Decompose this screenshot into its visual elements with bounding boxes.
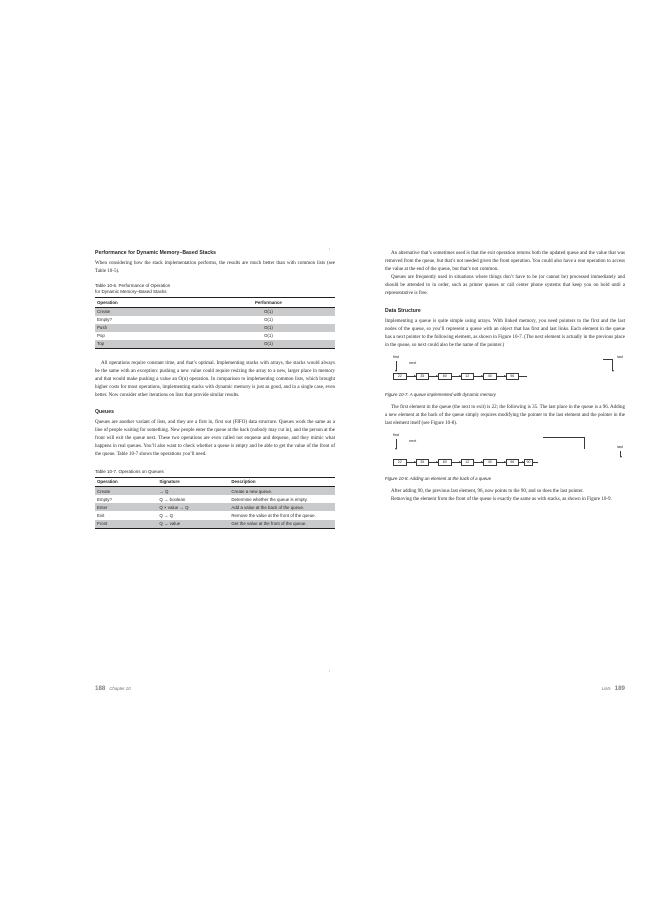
figure-label-first: first [393, 354, 400, 359]
table-queue-operations [95, 477, 335, 529]
table-caption-10-7 [95, 469, 335, 475]
pointer-arrowhead-last [612, 370, 614, 372]
next-pointer-arrow [474, 459, 483, 466]
next-pointer-arrow [429, 373, 438, 380]
right-page [385, 250, 625, 692]
node: 40 [483, 373, 497, 380]
figure-label-next: next [409, 438, 417, 443]
figure-10-7 [385, 355, 625, 389]
node: 96 [506, 459, 520, 466]
page-number-right: 189 [614, 685, 625, 692]
cell-operation: Pop [95, 332, 202, 340]
table-row [95, 511, 335, 519]
table-row [95, 324, 335, 332]
figure-label-last: last [617, 444, 623, 449]
figure-id: Figure 10-8. [385, 475, 409, 481]
table-caption-line2: for Dynamic Memory–Based Stacks [95, 289, 167, 295]
column-header-description: Description [229, 477, 335, 486]
cell-operation: Exit [95, 511, 157, 519]
cell-signature: → Q [157, 487, 229, 496]
next-pointer-arrow [474, 373, 483, 380]
table-row [95, 307, 335, 316]
node: 35 [416, 373, 430, 380]
figure-10-8 [385, 433, 625, 473]
section-heading-data-structure: Data Structure [385, 308, 421, 314]
paragraph-data-structure: Implementing a queue is quite simple using arrays. With linked memory, you need pointers to the first and the last nodes of the queue, so you’ll represent a queue with an object that has first and last links. Each element in the queue has a next pointer to the following element, as shown in Figure 10-7. (The next element is actually in the previous place in the queue, so next could also be the name of the pointer.) [385, 318, 625, 348]
figure-id: Figure 10-7. [385, 391, 409, 397]
table-caption-10-6 [95, 283, 335, 296]
cell-performance: O(1) [202, 340, 335, 349]
paragraph-queue-usage: Queues are frequently used in situations where things don’t have to be (or cannot be) processed immediately and should be attended to in order, such as printer queues or call center phone systems that keep you on hold until a representative is free. [385, 275, 625, 296]
node: 35 [416, 459, 430, 466]
section-heading-queues: Queues [95, 409, 114, 415]
table-caption-text: Operations on Queues [118, 468, 164, 474]
cell-description: Create a new queue. [229, 487, 335, 496]
figure-label-first: first [393, 432, 400, 437]
node: 12 [461, 459, 475, 466]
node-new-element: 90 [524, 459, 533, 466]
table-row [95, 520, 335, 529]
paragraph-alternative-exit: An alternative that’s sometimes used is that the exit operation returns both the updated queue and the value that was removed from the queue, but that’s not needed given the front operation. You could also have a rear operation to access the value at the end of the queue, but that’s not common. [385, 251, 625, 272]
node: 12 [461, 373, 475, 380]
paragraph-performance-intro: When considering how the stack implementation performs, the results are much better than with common lists (see Table 10-5). [95, 260, 335, 274]
pointer-arrowhead-last [620, 456, 622, 458]
table-row [95, 487, 335, 496]
column-header-operation: Operation [95, 298, 202, 307]
node: 60 [438, 459, 452, 466]
null-tail-line [519, 373, 527, 380]
cell-operation: Empty? [95, 495, 157, 503]
next-pointer-arrow [407, 459, 416, 466]
pointer-drop-last-old [584, 437, 585, 449]
next-pointer-arrow [429, 459, 438, 466]
figure-label-next: next [409, 360, 417, 365]
cell-operation: Create [95, 307, 202, 316]
table-header-row [95, 298, 335, 307]
node: 22 [393, 373, 407, 380]
node: 60 [438, 373, 452, 380]
cell-signature: Q → Q [157, 511, 229, 519]
running-head-right: Lists [601, 686, 611, 691]
table-stack-performance [95, 297, 335, 349]
footer-right [602, 685, 625, 692]
node: 40 [483, 459, 497, 466]
figure-label-last: last [617, 354, 623, 359]
table-caption-label: Table 10-6. [95, 282, 118, 288]
column-header-operation: Operation [95, 477, 157, 486]
paragraph-queues-intro: Queues are another variant of lists, and they are a first in, first out (FIFO) data structure. Queues work the same as a line of people waiting for something. New people enter the queue at the back (nobody may cut in), and the person at the front will exit the queue next. These two operations are even called not enqueue and dequeue, and they mimic what happens in real queues. You’ll also want to check whether a queue is empty and be able to get the value of the front of the queue. Table 10-7 shows the operations you’ll need. [95, 419, 335, 457]
cell-performance: O(1) [202, 324, 335, 332]
cell-performance: O(1) [202, 332, 335, 340]
section-heading-performance: Performance for Dynamic Memory–Based Stacks [95, 250, 217, 256]
table-row [95, 340, 335, 349]
table-row [95, 495, 335, 503]
cell-operation: Enter [95, 503, 157, 511]
cell-operation: Front [95, 520, 157, 529]
table-header-row [95, 477, 335, 486]
paragraph-first-element: The first element in the queue (the next to exit) is 22; the following is 35. The last place in the queue is a 96. Adding a new element at the back of the queue simply requires modifying the pointer to the last element and the pointer in the last element itself (see Figure 10-8). [385, 404, 625, 426]
running-head-left: Chapter 10 [109, 686, 131, 691]
null-tail-line [533, 459, 538, 466]
table-row [95, 332, 335, 340]
cell-signature: Q × value → Q [157, 503, 229, 511]
node: 22 [393, 459, 407, 466]
paragraph-after-performance-table: All operations require constant time, and that’s optimal. Implementing stacks with arrays, the stacks would always be the same with an exception: pushing a new value could require resizing the array to a new, larger place in memory and that would make pushing a value an O(n) operation. In comparison to implementing common lists, which brought higher costs for most operations, implementing stacks with dynamic memory is just as good, and in a single case, even better. Now consider other iterations on lists that provide similar results. [95, 361, 335, 398]
paragraph-removing-front: Removing the element from the front of the queue is exactly the same as with stacks, as shown in Figure 10-9. [391, 496, 612, 502]
cell-operation: Push [95, 324, 202, 332]
left-page [95, 250, 335, 692]
next-pointer-arrow-to-new [519, 459, 524, 466]
node: 96 [506, 373, 520, 380]
cell-performance: O(1) [202, 307, 335, 316]
cell-signature: Q → value [157, 520, 229, 529]
next-pointer-arrow [497, 373, 506, 380]
page-number-left: 188 [95, 685, 106, 692]
paragraph-after-adding: After adding 90, the previous last element, 96, now points to the 90, and so does the last pointer. [391, 488, 584, 494]
pointer-line-last-long [543, 437, 585, 438]
figure-caption-text: Adding an element at the back of a queue [409, 475, 492, 481]
table-row [95, 316, 335, 324]
cell-operation: Empty? [95, 316, 202, 324]
pointer-arrowhead-first [395, 370, 397, 372]
cell-description: Remove the value at the front of the queue. [229, 511, 335, 519]
column-header-signature: Signature [157, 477, 229, 486]
next-pointer-arrow [452, 373, 461, 380]
linked-list-chain [393, 459, 538, 466]
next-pointer-arrow [497, 459, 506, 466]
cell-operation: Top [95, 340, 202, 349]
next-pointer-arrow [407, 373, 416, 380]
pointer-arrowhead-first [395, 448, 397, 450]
cell-performance: O(1) [202, 316, 335, 324]
table-caption-label: Table 10-7. [95, 468, 118, 474]
column-header-performance: Performance [202, 298, 335, 307]
cell-description: Determine whether the queue is empty. [229, 495, 335, 503]
cell-description: Get the value at the front of the queue. [229, 520, 335, 529]
linked-list-chain [393, 373, 527, 380]
next-pointer-arrow [452, 459, 461, 466]
cell-description: Add a value at the back of the queue. [229, 503, 335, 511]
figure-caption-text: A queue implemented with dynamic memory [409, 391, 496, 397]
cell-signature: Q → boolean [157, 495, 229, 503]
table-row [95, 503, 335, 511]
table-caption-line1: Performance of Operation [118, 282, 171, 288]
footer-left [95, 685, 131, 692]
cell-operation: Create [95, 487, 157, 496]
